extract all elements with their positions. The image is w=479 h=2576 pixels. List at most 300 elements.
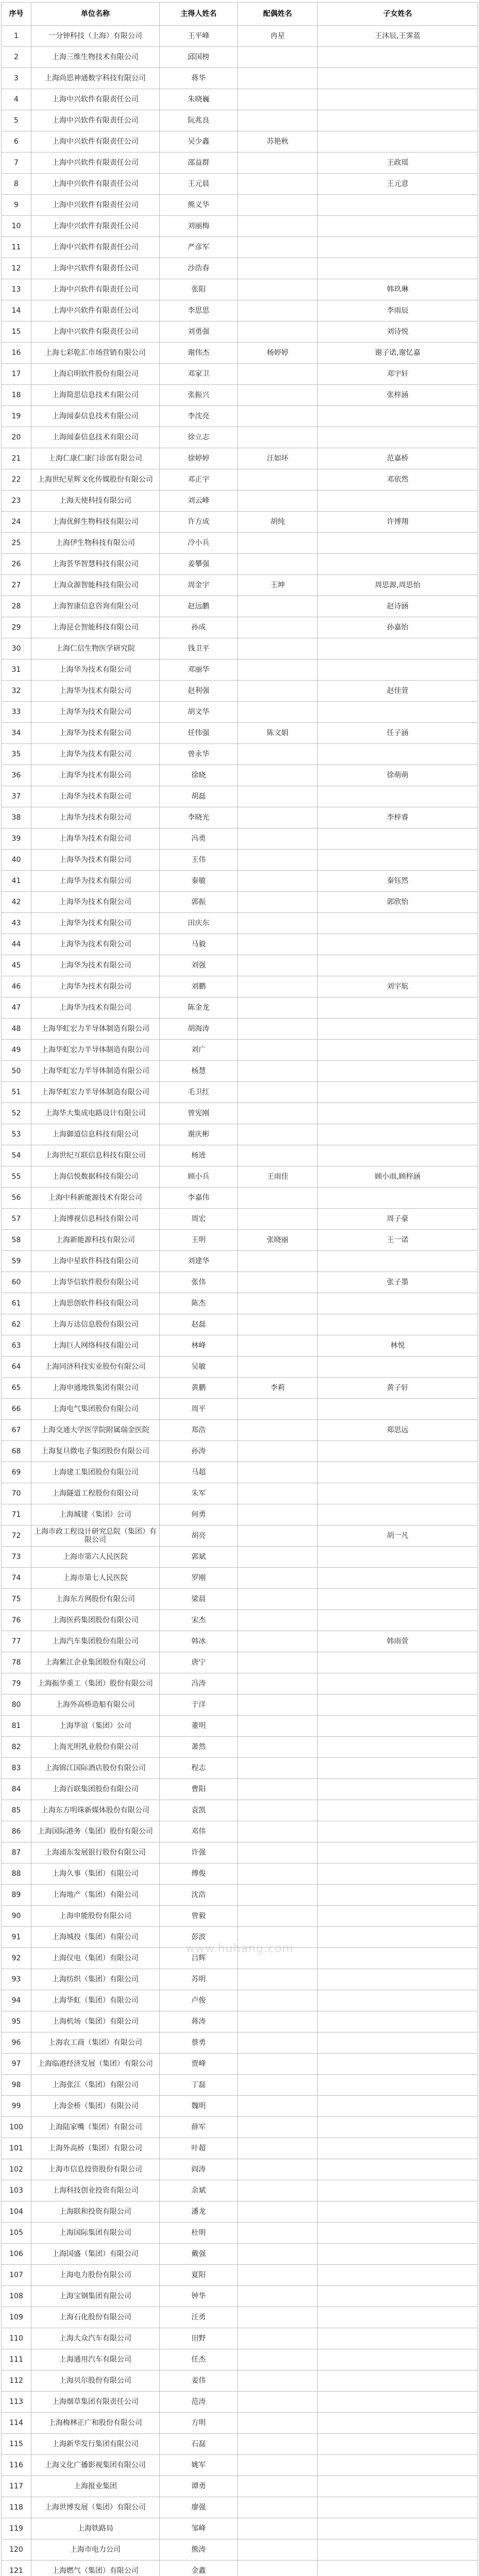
cell-unit: 上海众源智能科技有限公司 — [31, 575, 160, 596]
cell-name: 曾毅 — [160, 1906, 238, 1927]
table-row — [2, 1145, 478, 1166]
cell-unit: 上海百联集团股份有限公司 — [31, 1779, 160, 1800]
cell-seq: 6 — [2, 131, 31, 152]
cell-spouse — [238, 871, 318, 892]
table-row — [2, 955, 478, 976]
cell-children — [318, 786, 478, 807]
table-row — [2, 110, 478, 131]
cell-children: 范嘉桥 — [318, 448, 478, 469]
cell-spouse — [238, 406, 318, 427]
cell-name: 姜伟 — [160, 2370, 238, 2392]
cell-children — [318, 638, 478, 659]
cell-spouse — [238, 1441, 318, 1462]
cell-unit: 上海交通大学医学院附属瑞金医院 — [31, 1420, 160, 1441]
cell-children — [318, 1019, 478, 1040]
cell-children — [318, 1145, 478, 1166]
cell-unit: 上海建工集团股份有限公司 — [31, 1462, 160, 1483]
cell-seq: 45 — [2, 955, 31, 976]
cell-spouse: 胡纯 — [238, 512, 318, 533]
cell-seq: 25 — [2, 533, 31, 554]
cell-name: 马毅 — [160, 934, 238, 955]
cell-seq: 7 — [2, 152, 31, 174]
cell-children — [318, 1314, 478, 1335]
cell-spouse — [238, 1547, 318, 1568]
cell-unit: 上海中兴软件有限责任公司 — [31, 237, 160, 258]
cell-seq: 9 — [2, 195, 31, 216]
cell-seq: 71 — [2, 1504, 31, 1526]
cell-seq: 62 — [2, 1314, 31, 1335]
cell-seq: 14 — [2, 300, 31, 321]
cell-spouse — [238, 850, 318, 871]
cell-name: 陈金龙 — [160, 997, 238, 1019]
cell-name: 周宏 — [160, 1209, 238, 1230]
cell-seq: 111 — [2, 2349, 31, 2370]
table-row — [2, 26, 478, 47]
document-sheet — [1, 2, 477, 2576]
cell-children — [318, 2434, 478, 2455]
cell-seq: 81 — [2, 1716, 31, 1737]
table-row — [2, 512, 478, 533]
cell-seq: 74 — [2, 1568, 31, 1589]
cell-children — [318, 554, 478, 575]
cell-unit: 上海纺织（集团）有限公司 — [31, 1969, 160, 1990]
cell-name: 方明 — [160, 2413, 238, 2434]
cell-spouse — [238, 1188, 318, 1209]
cell-name: 田庆东 — [160, 913, 238, 934]
table-row — [2, 1251, 478, 1272]
cell-children: 韩雨萱 — [318, 1631, 478, 1652]
table-row — [2, 1779, 478, 1800]
cell-unit: 上海华虹宏力半导体制造有限公司 — [31, 1082, 160, 1103]
cell-unit: 上海中兴软件有限责任公司 — [31, 195, 160, 216]
cell-children — [318, 2328, 478, 2349]
cell-spouse — [238, 934, 318, 955]
cell-seq: 63 — [2, 1335, 31, 1357]
cell-children — [318, 1103, 478, 1124]
cell-seq: 47 — [2, 997, 31, 1019]
cell-name: 顾小兵 — [160, 1166, 238, 1188]
cell-children — [318, 2455, 478, 2476]
cell-unit: 上海仁康仁康门诊部有限公司 — [31, 448, 160, 469]
cell-name: 秦敏 — [160, 871, 238, 892]
cell-seq: 109 — [2, 2307, 31, 2328]
table-row — [2, 1357, 478, 1378]
cell-seq: 72 — [2, 1526, 31, 1547]
cell-unit: 上海闻泰信息技术有限公司 — [31, 406, 160, 427]
cell-unit: 上海世博发展（集团）有限公司 — [31, 2497, 160, 2518]
cell-spouse — [238, 702, 318, 723]
table-row — [2, 934, 478, 955]
cell-spouse — [238, 1019, 318, 1040]
award-table — [1, 2, 478, 2576]
cell-unit: 上海机场（集团）有限公司 — [31, 2011, 160, 2032]
cell-name: 余斌 — [160, 2180, 238, 2201]
cell-name: 刘鹏 — [160, 976, 238, 997]
cell-name: 卢俊 — [160, 1990, 238, 2011]
cell-children — [318, 1821, 478, 1842]
cell-spouse — [238, 174, 318, 195]
cell-spouse — [238, 2328, 318, 2349]
cell-children: 张子墨 — [318, 1272, 478, 1293]
table-row — [2, 1103, 478, 1124]
cell-seq: 110 — [2, 2328, 31, 2349]
cell-children — [318, 2265, 478, 2286]
cell-children — [318, 1779, 478, 1800]
cell-unit: 上海浦东发展银行股份有限公司 — [31, 1842, 160, 1863]
cell-seq: 67 — [2, 1420, 31, 1441]
cell-name: 许方成 — [160, 512, 238, 533]
cell-children — [318, 1694, 478, 1716]
cell-children: 郑思远 — [318, 1420, 478, 1441]
cell-name: 袁凯 — [160, 1800, 238, 1821]
cell-seq: 64 — [2, 1357, 31, 1378]
cell-spouse — [238, 913, 318, 934]
cell-unit: 上海中兴软件有限责任公司 — [31, 131, 160, 152]
cell-unit: 上海华虹宏力半导体制造有限公司 — [31, 1061, 160, 1082]
cell-children — [318, 1990, 478, 2011]
cell-name: 董明 — [160, 1716, 238, 1737]
cell-name: 蒋华 — [160, 68, 238, 89]
cell-children — [318, 490, 478, 512]
cell-unit: 上海张江（集团）有限公司 — [31, 2075, 160, 2096]
cell-spouse — [238, 2096, 318, 2117]
cell-unit: 上海巨人网络科技有限公司 — [31, 1335, 160, 1357]
cell-seq: 24 — [2, 512, 31, 533]
cell-name: 萧然 — [160, 1737, 238, 1758]
cell-name: 张伟 — [160, 1272, 238, 1293]
cell-spouse — [238, 1589, 318, 1610]
cell-seq: 105 — [2, 2223, 31, 2244]
cell-unit: 上海国际港务（集团）股份有限公司 — [31, 1821, 160, 1842]
table-row — [2, 1040, 478, 1061]
table-row — [2, 1737, 478, 1758]
cell-spouse — [238, 2138, 318, 2159]
table-row — [2, 2159, 478, 2180]
cell-spouse — [238, 2349, 318, 2370]
cell-seq: 115 — [2, 2434, 31, 2455]
cell-spouse — [238, 1462, 318, 1483]
cell-name: 姚军 — [160, 2455, 238, 2476]
table-row — [2, 765, 478, 786]
cell-name: 吕辉 — [160, 1948, 238, 1969]
cell-unit: 上海同济科技实业股份有限公司 — [31, 1357, 160, 1378]
table-row — [2, 300, 478, 321]
cell-unit: 上海华为技术有限公司 — [31, 934, 160, 955]
cell-children — [318, 2244, 478, 2265]
cell-seq: 101 — [2, 2138, 31, 2159]
cell-name: 刘建华 — [160, 1251, 238, 1272]
cell-seq: 11 — [2, 237, 31, 258]
cell-seq: 94 — [2, 1990, 31, 2011]
cell-name: 沙浩春 — [160, 258, 238, 279]
table-row — [2, 659, 478, 681]
cell-seq: 5 — [2, 110, 31, 131]
cell-seq: 113 — [2, 2392, 31, 2413]
cell-name: 薛军 — [160, 2117, 238, 2138]
table-row — [2, 343, 478, 364]
cell-unit: 上海市电力公司 — [31, 2539, 160, 2561]
cell-children — [318, 913, 478, 934]
cell-unit: 上海华为技术有限公司 — [31, 702, 160, 723]
cell-seq: 44 — [2, 934, 31, 955]
cell-unit: 上海华谊（集团）公司 — [31, 1716, 160, 1737]
cell-spouse — [238, 1842, 318, 1863]
cell-children — [318, 2032, 478, 2054]
cell-spouse — [238, 2370, 318, 2392]
cell-unit: 上海市第六人民医院 — [31, 1547, 160, 1568]
cell-unit: 上海中兴软件有限责任公司 — [31, 152, 160, 174]
cell-children: 周思源,周思怡 — [318, 575, 478, 596]
cell-name: 曾宪刚 — [160, 1103, 238, 1124]
cell-seq: 102 — [2, 2159, 31, 2180]
cell-seq: 79 — [2, 1673, 31, 1694]
table-row — [2, 174, 478, 195]
table-row — [2, 2075, 478, 2096]
cell-seq: 16 — [2, 343, 31, 364]
cell-unit: 上海宝钢集团有限公司 — [31, 2286, 160, 2307]
cell-seq: 57 — [2, 1209, 31, 1230]
cell-children: 张梓涵 — [318, 385, 478, 406]
cell-children — [318, 2392, 478, 2413]
cell-children — [318, 1589, 478, 1610]
cell-unit: 上海华为技术有限公司 — [31, 892, 160, 913]
cell-spouse — [238, 68, 318, 89]
cell-unit: 上海荟华智慧科技有限公司 — [31, 554, 160, 575]
cell-children — [318, 2476, 478, 2497]
cell-seq: 55 — [2, 1166, 31, 1188]
cell-spouse — [238, 2223, 318, 2244]
cell-unit: 上海陆家嘴（集团）有限公司 — [31, 2117, 160, 2138]
cell-name: 曹阳 — [160, 1779, 238, 1800]
cell-spouse — [238, 2497, 318, 2518]
cell-name: 冷小兵 — [160, 533, 238, 554]
cell-name: 宋杰 — [160, 1610, 238, 1631]
table-row — [2, 195, 478, 216]
cell-unit: 上海临港经济发展（集团）有限公司 — [31, 2054, 160, 2075]
cell-unit: 上海昆仑智能科技有限公司 — [31, 617, 160, 638]
cell-children: 李雨辰 — [318, 300, 478, 321]
cell-children — [318, 744, 478, 765]
cell-name: 徐晓 — [160, 765, 238, 786]
cell-seq: 27 — [2, 575, 31, 596]
cell-spouse — [238, 1885, 318, 1906]
cell-spouse — [238, 892, 318, 913]
table-row — [2, 575, 478, 596]
cell-unit: 上海中兴软件有限责任公司 — [31, 279, 160, 300]
cell-unit: 上海通用汽车有限公司 — [31, 2349, 160, 2370]
cell-spouse — [238, 1610, 318, 1631]
cell-unit: 上海御道信息科技有限公司 — [31, 1124, 160, 1145]
cell-unit: 上海简思信息技术有限公司 — [31, 385, 160, 406]
cell-children: 周子豪 — [318, 1209, 478, 1230]
cell-unit: 上海中兴软件有限责任公司 — [31, 216, 160, 237]
cell-name: 钟华 — [160, 2286, 238, 2307]
cell-seq: 68 — [2, 1441, 31, 1462]
cell-seq: 46 — [2, 976, 31, 997]
cell-seq: 48 — [2, 1019, 31, 1040]
cell-unit: 上海华为技术有限公司 — [31, 765, 160, 786]
cell-spouse — [238, 216, 318, 237]
cell-seq: 100 — [2, 2117, 31, 2138]
cell-children — [318, 89, 478, 110]
cell-unit: 上海金桥（集团）有限公司 — [31, 2096, 160, 2117]
cell-spouse — [238, 2180, 318, 2201]
cell-children — [318, 2223, 478, 2244]
table-row — [2, 364, 478, 385]
table-row — [2, 554, 478, 575]
cell-spouse — [238, 1906, 318, 1927]
cell-children: 赵佳萱 — [318, 681, 478, 702]
cell-children — [318, 2307, 478, 2328]
table-row — [2, 216, 478, 237]
cell-unit: 上海华为技术有限公司 — [31, 744, 160, 765]
cell-spouse — [238, 2434, 318, 2455]
cell-unit: 上海久事（集团）有限公司 — [31, 1863, 160, 1885]
table-row — [2, 871, 478, 892]
cell-spouse — [238, 237, 318, 258]
cell-spouse — [238, 1251, 318, 1272]
table-row — [2, 1694, 478, 1716]
cell-name: 刘云峰 — [160, 490, 238, 512]
table-row — [2, 1188, 478, 1209]
table-row — [2, 2096, 478, 2117]
cell-name: 钱卫平 — [160, 638, 238, 659]
cell-children — [318, 1948, 478, 1969]
table-row — [2, 1652, 478, 1673]
cell-spouse — [238, 1293, 318, 1314]
cell-spouse: 汪如环 — [238, 448, 318, 469]
cell-name: 邓伟 — [160, 1821, 238, 1842]
cell-name: 杨慧 — [160, 1061, 238, 1082]
cell-children — [318, 1188, 478, 1209]
cell-spouse — [238, 955, 318, 976]
table-row — [2, 2434, 478, 2455]
cell-name: 何勇 — [160, 1504, 238, 1526]
cell-children — [318, 2561, 478, 2576]
cell-spouse — [238, 364, 318, 385]
cell-unit: 上海电力股份有限公司 — [31, 2265, 160, 2286]
cell-name: 贾峰 — [160, 2054, 238, 2075]
cell-spouse — [238, 1779, 318, 1800]
cell-name: 郭振 — [160, 892, 238, 913]
cell-seq: 85 — [2, 1800, 31, 1821]
cell-seq: 77 — [2, 1631, 31, 1652]
table-row — [2, 1526, 478, 1547]
cell-spouse — [238, 1040, 318, 1061]
cell-spouse — [238, 110, 318, 131]
cell-unit: 上海华为技术有限公司 — [31, 659, 160, 681]
cell-name: 胡磊 — [160, 786, 238, 807]
cell-seq: 73 — [2, 1547, 31, 1568]
table-row — [2, 617, 478, 638]
cell-spouse — [238, 1335, 318, 1357]
cell-name: 金鑫 — [160, 2561, 238, 2576]
header-name: 主得人姓名 — [160, 3, 238, 26]
cell-spouse — [238, 195, 318, 216]
table-row — [2, 1082, 478, 1103]
cell-name: 邓丽华 — [160, 659, 238, 681]
cell-spouse — [238, 89, 318, 110]
cell-children — [318, 850, 478, 871]
cell-name: 李沈亮 — [160, 406, 238, 427]
cell-unit: 上海伊生物科技有限公司 — [31, 533, 160, 554]
table-row — [2, 321, 478, 343]
cell-unit: 上海科技创业投资有限公司 — [31, 2180, 160, 2201]
cell-unit: 上海中兴软件有限责任公司 — [31, 174, 160, 195]
cell-name: 刘丽梅 — [160, 216, 238, 237]
table-row — [2, 1483, 478, 1504]
cell-seq: 87 — [2, 1842, 31, 1863]
table-row — [2, 1272, 478, 1293]
cell-unit: 上海闻泰信息技术有限公司 — [31, 427, 160, 448]
cell-unit: 上海国盛（集团）有限公司 — [31, 2244, 160, 2265]
table-row — [2, 2265, 478, 2286]
table-row — [2, 279, 478, 300]
cell-spouse — [238, 1969, 318, 1990]
cell-name: 谢伟杰 — [160, 343, 238, 364]
cell-children: 王沐辰,王霁蓝 — [318, 26, 478, 47]
cell-unit: 上海华为技术有限公司 — [31, 807, 160, 828]
cell-name: 姜攀强 — [160, 554, 238, 575]
cell-spouse — [238, 638, 318, 659]
cell-spouse — [238, 681, 318, 702]
cell-unit: 上海华为技术有限公司 — [31, 786, 160, 807]
cell-name: 邓家卫 — [160, 364, 238, 385]
cell-name: 邵益群 — [160, 152, 238, 174]
cell-children: 赵诗涵 — [318, 596, 478, 617]
cell-unit: 上海新华发行集团有限公司 — [31, 2434, 160, 2455]
cell-name: 梁晨 — [160, 1589, 238, 1610]
cell-seq: 2 — [2, 47, 31, 68]
cell-seq: 69 — [2, 1462, 31, 1483]
cell-unit: 上海中兴软件有限责任公司 — [31, 258, 160, 279]
cell-unit: 上海大众汽车有限公司 — [31, 2328, 160, 2349]
cell-seq: 117 — [2, 2476, 31, 2497]
cell-spouse — [238, 1631, 318, 1652]
table-row — [2, 1420, 478, 1441]
cell-children — [318, 47, 478, 68]
cell-name: 杨进 — [160, 1145, 238, 1166]
cell-spouse — [238, 490, 318, 512]
table-row — [2, 2223, 478, 2244]
table-row — [2, 1906, 478, 1927]
cell-seq: 12 — [2, 258, 31, 279]
cell-children: 王政瑶 — [318, 152, 478, 174]
cell-children — [318, 1885, 478, 1906]
cell-name: 赵利强 — [160, 681, 238, 702]
cell-seq: 28 — [2, 596, 31, 617]
cell-unit: 上海隧道工程股份有限公司 — [31, 1483, 160, 1504]
cell-unit: 上海华为技术有限公司 — [31, 828, 160, 850]
cell-children — [318, 131, 478, 152]
table-row — [2, 1863, 478, 1885]
cell-name: 苏明 — [160, 1969, 238, 1990]
header-spouse: 配偶姓名 — [238, 3, 318, 26]
cell-seq: 78 — [2, 1652, 31, 1673]
cell-spouse — [238, 2561, 318, 2576]
cell-children: 刘诗悦 — [318, 321, 478, 343]
table-row — [2, 2244, 478, 2265]
table-row — [2, 807, 478, 828]
cell-name: 傅俊 — [160, 1863, 238, 1885]
cell-children — [318, 2518, 478, 2539]
cell-children — [318, 1927, 478, 1948]
cell-children — [318, 427, 478, 448]
cell-seq: 121 — [2, 2561, 31, 2576]
table-row — [2, 638, 478, 659]
cell-seq: 58 — [2, 1230, 31, 1251]
table-row — [2, 1335, 478, 1357]
